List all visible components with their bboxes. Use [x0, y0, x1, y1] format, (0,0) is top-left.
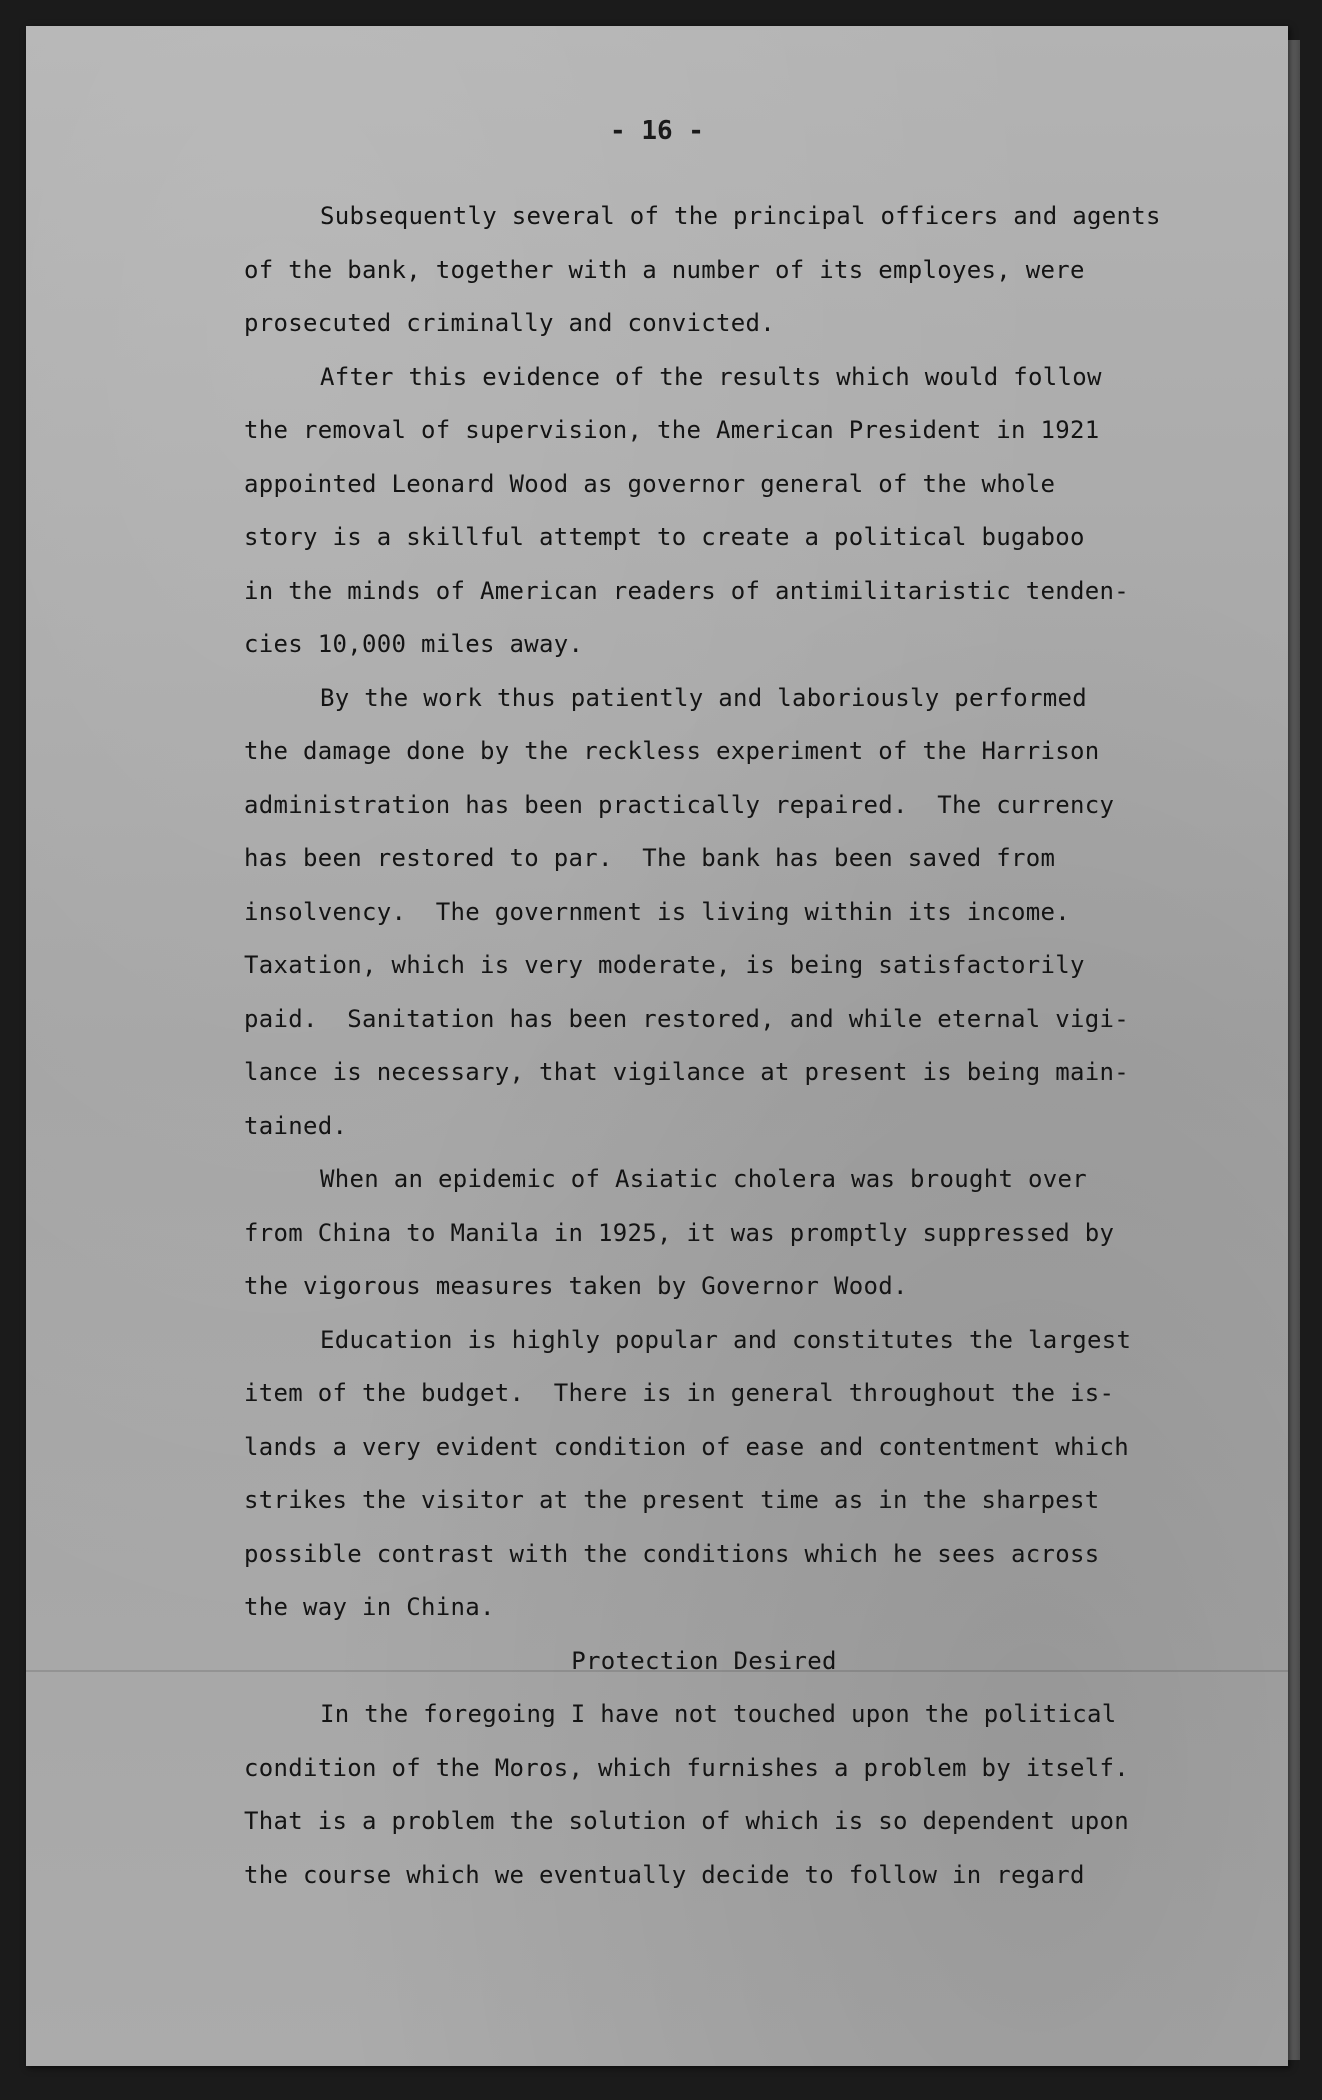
paragraph-line: insolvency. The government is living within its income.	[244, 897, 1070, 926]
paragraph-line: item of the budget. There is in general throughout the is-	[244, 1379, 1115, 1407]
paragraph-line: tained.	[244, 1111, 348, 1140]
paragraph-line: from China to Manila in 1925, it was promptly suppressed by	[244, 1218, 1115, 1247]
paragraph-line: That is a problem the solution of which is so dependent upon	[244, 1807, 1129, 1835]
paragraph-line: in the minds of American readers of antimilitaristic tenden-	[244, 576, 1129, 605]
paragraph-line: By the work thus patiently and laboriously performed	[320, 683, 1087, 712]
paragraph-line: When an epidemic of Asiatic cholera was brought over	[320, 1165, 1087, 1193]
paragraph-line: has been restored to par. The bank has been saved from	[244, 844, 1056, 872]
paragraph-line: the damage done by the reckless experiment of the Harrison	[244, 737, 1100, 765]
paragraph-line: lands a very evident condition of ease and contentment which	[244, 1432, 1129, 1461]
paragraph-line: paid. Sanitation has been restored, and while eternal vigi-	[244, 1004, 1129, 1033]
paragraph-line: administration has been practically repaired. The currency	[244, 790, 1115, 819]
paragraph-line: Taxation, which is very moderate, is being satisfactorily	[244, 951, 1085, 979]
paragraph-line: possible contrast with the conditions which he sees across	[244, 1539, 1100, 1568]
paragraph-line: story is a skillful attempt to create a political bugaboo	[244, 523, 1085, 551]
paragraph-line: condition of the Moros, which furnishes a problem by itself.	[244, 1753, 1129, 1782]
paragraph-line: cies 10,000 miles away.	[244, 630, 584, 658]
page-number: - 16 -	[610, 116, 704, 146]
paragraph-line: the vigorous measures taken by Governor Wood.	[244, 1272, 908, 1300]
paragraph-line: Education is highly popular and constitutes the largest	[320, 1325, 1132, 1354]
paragraph-line: In the foregoing I have not touched upon the political	[320, 1700, 1117, 1728]
paragraph-line: the course which we eventually decide to follow in regard	[244, 1860, 1085, 1889]
section-heading: Protection Desired	[571, 1646, 837, 1675]
paragraph-line: of the bank, together with a number of its employes, were	[244, 255, 1085, 284]
paragraph-line: the way in China.	[244, 1593, 495, 1621]
paragraph-line: strikes the visitor at the present time as in the sharpest	[244, 1486, 1100, 1514]
paragraph-line: the removal of supervision, the American President in 1921	[244, 416, 1100, 444]
paragraph-line: appointed Leonard Wood as governor general of the whole	[244, 469, 1056, 498]
paragraph-line: After this evidence of the results which would follow	[320, 362, 1102, 391]
body-text	[244, 190, 1254, 1902]
paragraph-line: lance is necessary, that vigilance at present is being main-	[244, 1058, 1129, 1086]
paragraph-line: prosecuted criminally and convicted.	[244, 309, 775, 337]
paragraph-line: Subsequently several of the principal officers and agents	[320, 202, 1161, 230]
document-page	[26, 26, 1288, 2066]
